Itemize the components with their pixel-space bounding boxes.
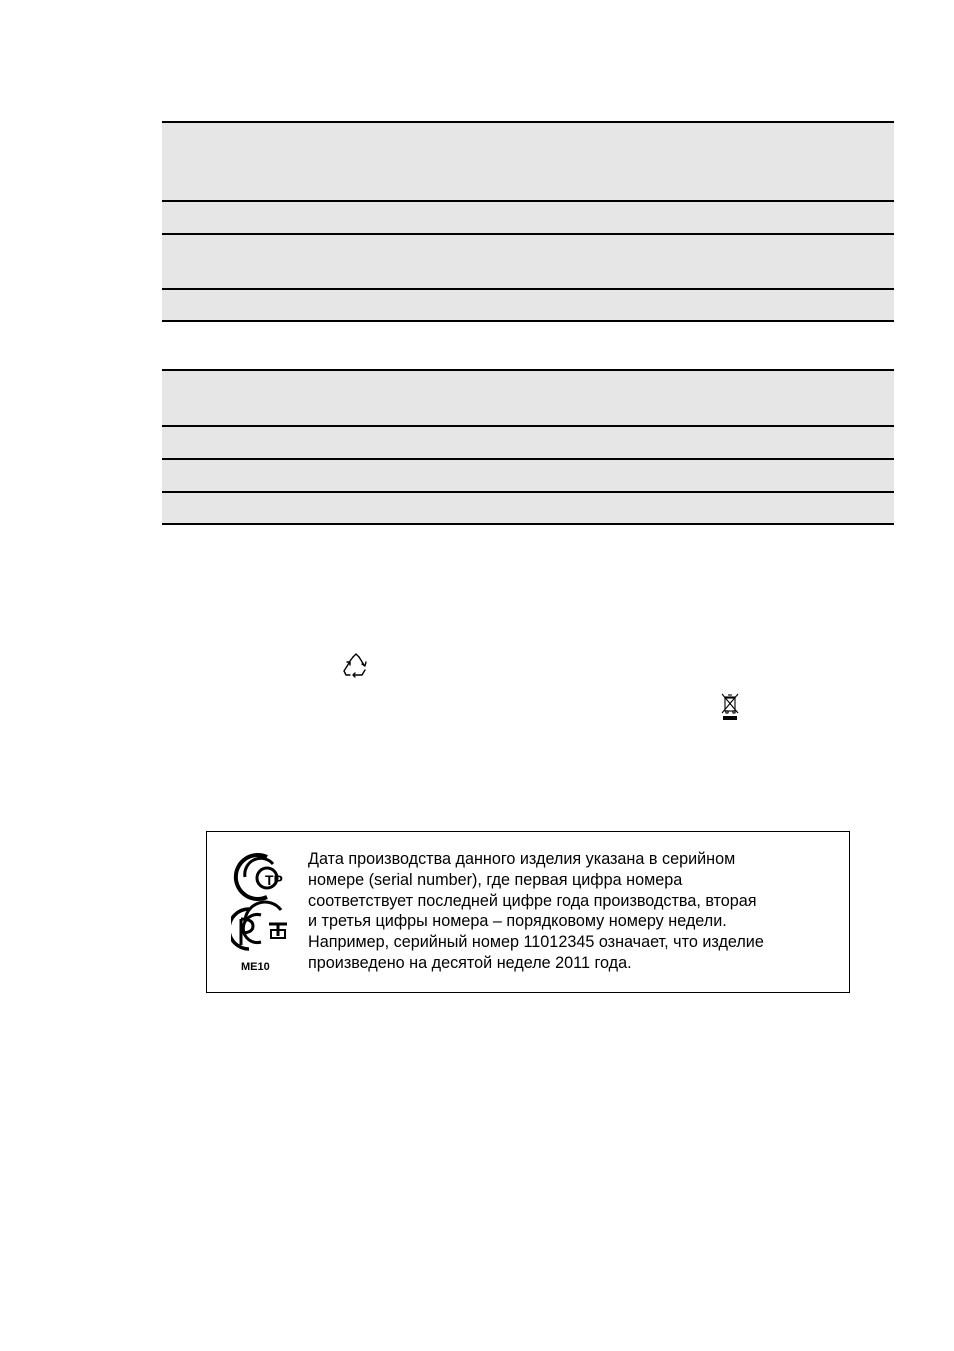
production-date-info-box [206,831,850,993]
eac-certification-mark [231,852,293,982]
note-line: Дата производства данного изделия указана в серийном [308,850,736,868]
table-row [162,121,894,200]
note-line: номере (serial number), где первая цифра номера [308,870,683,889]
production-date-note [308,849,843,974]
table-row [162,288,894,322]
note-line: произведено на десятой неделе 2011 года. [308,953,632,972]
spec-table-2 [162,369,894,525]
logo-tr-text: ТР [265,872,283,888]
note-line: Например, серийный номер 11012345 означает, что изделие [308,933,764,952]
logo-code-text: ME10 [241,961,270,973]
crossed-out-bin-icon [720,692,740,722]
table-row [162,369,894,425]
table-row [162,425,894,458]
table-row [162,200,894,233]
certification-logos [231,852,293,982]
note-line: соответствует последней цифре года производства, вторая [308,891,757,910]
recycle-icon [342,652,370,680]
table-row [162,233,894,288]
table-row [162,491,894,525]
spec-table-1 [162,121,894,322]
table-row [162,458,894,491]
note-line: и третья цифры номера – порядковому номеру недели. [308,912,727,931]
